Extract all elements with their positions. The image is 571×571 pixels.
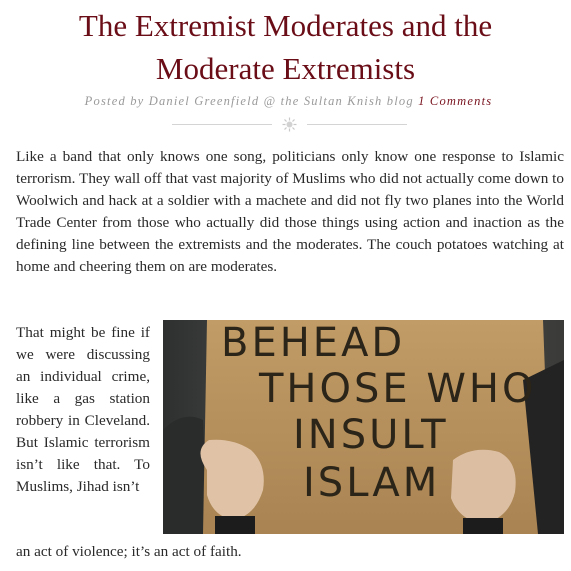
right-sleeve [463, 518, 503, 534]
paragraph-2-tail: an act of violence; it’s an act of faith. [16, 543, 242, 560]
divider-line-right [307, 124, 407, 125]
protest-sign-image [163, 320, 564, 534]
protest-sign-photo [163, 320, 564, 534]
sun-ornament-icon [282, 117, 297, 132]
byline-author: Posted by Daniel Greenfield @ the Sultan Knish blog [84, 94, 414, 108]
post-title: The Extremist Moderates and the Moderate Extremists [78, 8, 493, 86]
sign-line-1: BEHEAD [221, 320, 406, 366]
post-byline [0, 94, 571, 109]
sign-line-4: ISLAM [303, 460, 441, 506]
paragraph-1: Like a band that only knows one song, politicians only know one response to Islamic terrorism. They wall off that vast majority of Muslims who did not actually come down to Woolwich and hack at a soldier with a machete and did not fly two planes into the World Trade Center from those who actually did those things using action and inaction as the defining line between the extremists and the moderates. The couch potatoes watching at home and cheering them on are moderates. [16, 148, 564, 275]
sign-line-2: THOSE WHO [259, 366, 537, 412]
sign-line-3: INSULT [293, 412, 449, 458]
title-divider [172, 117, 407, 131]
comments-link[interactable]: 1 Comments [418, 94, 493, 108]
divider-line-left [172, 124, 272, 125]
left-figure [163, 417, 208, 534]
left-sleeve [215, 516, 255, 534]
paragraph-2-wrapped: That might be fine if we were discussing an individual crime, like a gas station robbery in Cleveland. But Islamic terrorism isn’t like that. To Muslims, Jihad isn’t [16, 324, 150, 495]
